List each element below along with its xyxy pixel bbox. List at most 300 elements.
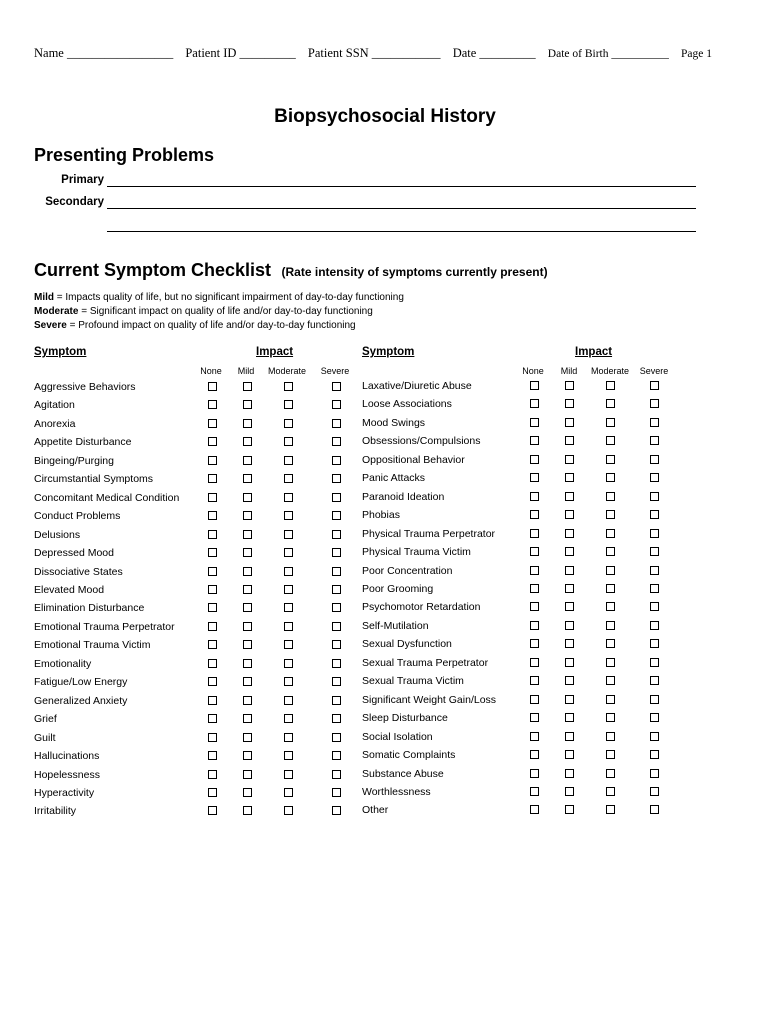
impact-none-checkbox[interactable] [208, 567, 217, 576]
impact-mild-checkbox[interactable] [243, 714, 252, 723]
impact-none-checkbox[interactable] [208, 659, 217, 668]
symptom-row [362, 491, 692, 509]
right-impact-header: Impact [575, 346, 613, 358]
impact-moderate-checkbox[interactable] [284, 400, 293, 409]
impact-severe-checkbox[interactable] [650, 713, 659, 722]
impact-severe-checkbox[interactable] [650, 455, 659, 464]
impact-none-checkbox[interactable] [530, 381, 539, 390]
impact-moderate-checkbox[interactable] [606, 750, 615, 759]
date-of-birth-field[interactable]: Date of Birth __________ [547, 48, 669, 60]
checklist-subtitle: (Rate intensity of symptoms currently present) [281, 265, 548, 279]
impact-severe-checkbox[interactable] [332, 456, 341, 465]
impact-mild-checkbox[interactable] [243, 511, 252, 520]
impact-moderate-checkbox[interactable] [606, 676, 615, 685]
impact-none-checkbox[interactable] [208, 622, 217, 631]
impact-none-checkbox[interactable] [530, 658, 539, 667]
symptom-row [34, 492, 364, 510]
impact-moderate-checkbox[interactable] [284, 733, 293, 742]
impact-mild-checkbox[interactable] [243, 437, 252, 446]
impact-none-checkbox[interactable] [208, 530, 217, 539]
impact-severe-checkbox[interactable] [650, 750, 659, 759]
level-moderate-left: Moderate [267, 366, 307, 376]
impact-none-checkbox[interactable] [530, 695, 539, 704]
impact-severe-checkbox[interactable] [650, 436, 659, 445]
impact-none-checkbox[interactable] [530, 713, 539, 722]
symptom-row [362, 509, 692, 527]
patient-id-field[interactable]: Patient ID _________ [185, 46, 296, 60]
additional-problem-row [34, 219, 674, 233]
impact-moderate-checkbox[interactable] [606, 436, 615, 445]
impact-severe-checkbox[interactable] [332, 806, 341, 815]
impact-moderate-checkbox[interactable] [284, 567, 293, 576]
impact-moderate-checkbox[interactable] [606, 584, 615, 593]
patient-ssn-field[interactable]: Patient SSN ___________ [307, 46, 441, 60]
impact-moderate-checkbox[interactable] [606, 399, 615, 408]
impact-moderate-checkbox[interactable] [606, 510, 615, 519]
symptom-label: Phobias [362, 509, 400, 522]
symptom-label: Self-Mutilation [362, 619, 429, 632]
impact-none-checkbox[interactable] [208, 677, 217, 686]
impact-severe-checkbox[interactable] [332, 640, 341, 649]
symptom-label: Sexual Dysfunction [362, 638, 452, 651]
symptom-row [34, 639, 364, 657]
impact-moderate-checkbox[interactable] [284, 714, 293, 723]
impact-none-checkbox[interactable] [530, 492, 539, 501]
impact-moderate-checkbox[interactable] [606, 621, 615, 630]
symptom-label: Emotional Trauma Perpetrator [34, 620, 175, 633]
impact-severe-checkbox[interactable] [650, 805, 659, 814]
primary-problem-input[interactable] [107, 186, 696, 187]
impact-mild-checkbox[interactable] [243, 603, 252, 612]
impact-mild-checkbox[interactable] [565, 750, 574, 759]
symptom-label: Substance Abuse [362, 767, 444, 780]
symptom-label: Elimination Disturbance [34, 602, 145, 615]
impact-severe-checkbox[interactable] [650, 510, 659, 519]
impact-none-checkbox[interactable] [208, 437, 217, 446]
symptom-row [34, 436, 364, 454]
impact-mild-checkbox[interactable] [565, 566, 574, 575]
symptom-label: Agitation [34, 399, 75, 412]
impact-moderate-checkbox[interactable] [284, 751, 293, 760]
symptom-row [362, 472, 692, 490]
symptom-label: Anorexia [34, 417, 76, 430]
impact-moderate-checkbox[interactable] [606, 805, 615, 814]
impact-severe-checkbox[interactable] [650, 399, 659, 408]
symptom-label: Physical Trauma Victim [362, 546, 471, 558]
secondary-label: Secondary [45, 196, 104, 208]
impact-severe-checkbox[interactable] [650, 529, 659, 538]
impact-severe-checkbox[interactable] [650, 566, 659, 575]
impact-mild-checkbox[interactable] [565, 621, 574, 630]
impact-mild-checkbox[interactable] [243, 567, 252, 576]
name-field[interactable]: Name _________________ [34, 46, 174, 60]
symptom-label: Somatic Complaints [362, 749, 456, 761]
impact-moderate-checkbox[interactable] [606, 492, 615, 501]
definition-term: Severe [34, 320, 67, 331]
date-field[interactable]: Date _________ [452, 46, 536, 60]
impact-severe-checkbox[interactable] [332, 622, 341, 631]
symptom-row [362, 768, 692, 786]
impact-mild-checkbox[interactable] [243, 622, 252, 631]
secondary-problem-row [34, 196, 674, 210]
impact-moderate-checkbox[interactable] [284, 640, 293, 649]
impact-none-checkbox[interactable] [530, 676, 539, 685]
symptom-label: Panic Attacks [362, 472, 426, 485]
impact-mild-checkbox[interactable] [565, 658, 574, 667]
primary-problem-row [34, 174, 674, 188]
impact-severe-checkbox[interactable] [332, 788, 341, 797]
symptom-label: Guilt [34, 731, 56, 744]
symptom-label: Circumstantial Symptoms [34, 473, 154, 486]
impact-mild-checkbox[interactable] [565, 676, 574, 685]
impact-mild-checkbox[interactable] [243, 419, 252, 428]
impact-none-checkbox[interactable] [208, 585, 217, 594]
symptom-row [34, 529, 364, 547]
impact-mild-checkbox[interactable] [243, 585, 252, 594]
symptom-label: Appetite Disturbance [34, 436, 132, 449]
impact-none-checkbox[interactable] [530, 436, 539, 445]
impact-none-checkbox[interactable] [208, 696, 217, 705]
impact-severe-checkbox[interactable] [332, 530, 341, 539]
impact-mild-checkbox[interactable] [565, 732, 574, 741]
symptom-row [362, 638, 692, 656]
impact-mild-checkbox[interactable] [243, 806, 252, 815]
level-severe-right: Severe [639, 366, 669, 376]
secondary-problem-input[interactable] [107, 208, 696, 209]
impact-mild-checkbox[interactable] [243, 677, 252, 686]
impact-none-checkbox[interactable] [208, 493, 217, 502]
level-moderate-right: Moderate [590, 366, 630, 376]
impact-severe-checkbox[interactable] [650, 732, 659, 741]
impact-none-checkbox[interactable] [208, 806, 217, 815]
impact-mild-checkbox[interactable] [565, 639, 574, 648]
impact-mild-checkbox[interactable] [565, 492, 574, 501]
impact-none-checkbox[interactable] [530, 787, 539, 796]
impact-mild-checkbox[interactable] [243, 659, 252, 668]
symptom-row [34, 769, 364, 787]
impact-none-checkbox[interactable] [530, 584, 539, 593]
impact-moderate-checkbox[interactable] [606, 695, 615, 704]
symptom-label: Bingeing/Purging [34, 454, 114, 467]
impact-moderate-checkbox[interactable] [606, 529, 615, 538]
symptom-row [362, 712, 692, 730]
impact-none-checkbox[interactable] [530, 547, 539, 556]
impact-moderate-checkbox[interactable] [606, 602, 615, 611]
impact-moderate-checkbox[interactable] [606, 381, 615, 390]
impact-mild-checkbox[interactable] [565, 769, 574, 778]
impact-none-checkbox[interactable] [208, 456, 217, 465]
impact-mild-checkbox[interactable] [243, 770, 252, 779]
impact-moderate-checkbox[interactable] [606, 566, 615, 575]
impact-severe-checkbox[interactable] [332, 659, 341, 668]
definition-text: = Impacts quality of life, but no significant impairment of day-to-day functioning [54, 292, 404, 303]
impact-none-checkbox[interactable] [208, 733, 217, 742]
symptom-row [362, 786, 692, 804]
impact-severe-checkbox[interactable] [332, 696, 341, 705]
impact-mild-checkbox[interactable] [243, 474, 252, 483]
impact-severe-checkbox[interactable] [650, 473, 659, 482]
impact-mild-checkbox[interactable] [565, 602, 574, 611]
symptom-row [362, 601, 692, 619]
impact-moderate-checkbox[interactable] [606, 732, 615, 741]
symptom-label: Delusions [34, 528, 81, 541]
impact-moderate-checkbox[interactable] [606, 787, 615, 796]
symptom-label: Hallucinations [34, 750, 100, 762]
impact-moderate-checkbox[interactable] [284, 419, 293, 428]
impact-none-checkbox[interactable] [530, 639, 539, 648]
impact-mild-checkbox[interactable] [565, 713, 574, 722]
impact-none-checkbox[interactable] [208, 511, 217, 520]
impact-severe-checkbox[interactable] [332, 382, 341, 391]
impact-none-checkbox[interactable] [530, 750, 539, 759]
impact-moderate-checkbox[interactable] [606, 473, 615, 482]
symptom-row [362, 694, 692, 712]
symptom-row [362, 417, 692, 435]
impact-mild-checkbox[interactable] [243, 530, 252, 539]
impact-mild-checkbox[interactable] [565, 529, 574, 538]
impact-moderate-checkbox[interactable] [284, 530, 293, 539]
impact-mild-checkbox[interactable] [243, 733, 252, 742]
impact-none-checkbox[interactable] [530, 473, 539, 482]
impact-severe-checkbox[interactable] [650, 547, 659, 556]
impact-none-checkbox[interactable] [530, 621, 539, 630]
impact-severe-checkbox[interactable] [332, 585, 341, 594]
symptom-row [362, 454, 692, 472]
impact-mild-checkbox[interactable] [565, 399, 574, 408]
impact-moderate-checkbox[interactable] [606, 658, 615, 667]
impact-none-checkbox[interactable] [208, 548, 217, 557]
symptom-label: Sexual Trauma Victim [362, 675, 464, 688]
symptom-label: Loose Associations [362, 398, 452, 411]
impact-severe-checkbox[interactable] [332, 437, 341, 446]
impact-moderate-checkbox[interactable] [284, 511, 293, 520]
symptom-label: Sleep Disturbance [362, 712, 448, 725]
definition-severe [34, 320, 356, 331]
impact-mild-checkbox[interactable] [243, 640, 252, 649]
impact-severe-checkbox[interactable] [650, 676, 659, 685]
impact-severe-checkbox[interactable] [332, 770, 341, 779]
impact-none-checkbox[interactable] [208, 603, 217, 612]
impact-mild-checkbox[interactable] [565, 805, 574, 814]
impact-mild-checkbox[interactable] [243, 696, 252, 705]
impact-severe-checkbox[interactable] [332, 603, 341, 612]
impact-none-checkbox[interactable] [208, 751, 217, 760]
impact-moderate-checkbox[interactable] [284, 603, 293, 612]
impact-severe-checkbox[interactable] [332, 474, 341, 483]
impact-moderate-checkbox[interactable] [284, 788, 293, 797]
symptom-row [362, 804, 692, 822]
symptom-label: Mood Swings [362, 416, 426, 429]
impact-none-checkbox[interactable] [530, 399, 539, 408]
impact-severe-checkbox[interactable] [650, 418, 659, 427]
level-none-left: None [200, 366, 222, 376]
impact-severe-checkbox[interactable] [332, 751, 341, 760]
left-symptom-header: Symptom [34, 346, 87, 358]
impact-mild-checkbox[interactable] [243, 493, 252, 502]
impact-moderate-checkbox[interactable] [606, 547, 615, 556]
symptom-label: Hyperactivity [34, 786, 95, 799]
impact-moderate-checkbox[interactable] [284, 474, 293, 483]
impact-mild-checkbox[interactable] [243, 456, 252, 465]
symptom-row [362, 546, 692, 564]
impact-none-checkbox[interactable] [208, 640, 217, 649]
impact-moderate-checkbox[interactable] [284, 548, 293, 557]
impact-none-checkbox[interactable] [208, 419, 217, 428]
impact-none-checkbox[interactable] [530, 566, 539, 575]
symptom-label: Significant Weight Gain/Loss [362, 693, 497, 706]
symptom-row [362, 583, 692, 601]
impact-mild-checkbox[interactable] [565, 418, 574, 427]
impact-mild-checkbox[interactable] [243, 788, 252, 797]
symptom-row [34, 602, 364, 620]
impact-moderate-checkbox[interactable] [284, 696, 293, 705]
impact-none-checkbox[interactable] [530, 510, 539, 519]
patient-header [34, 46, 734, 61]
impact-mild-checkbox[interactable] [565, 547, 574, 556]
impact-mild-checkbox[interactable] [243, 400, 252, 409]
symptom-row [34, 658, 364, 676]
impact-mild-checkbox[interactable] [565, 473, 574, 482]
checklist-title: Current Symptom Checklist [34, 260, 272, 280]
symptom-row [362, 657, 692, 675]
impact-moderate-checkbox[interactable] [284, 659, 293, 668]
impact-mild-checkbox[interactable] [565, 510, 574, 519]
symptom-row [34, 455, 364, 473]
impact-mild-checkbox[interactable] [243, 382, 252, 391]
symptom-label: Paranoid Ideation [362, 490, 445, 503]
symptom-label: Other [362, 804, 389, 817]
impact-moderate-checkbox[interactable] [606, 769, 615, 778]
impact-moderate-checkbox[interactable] [284, 677, 293, 686]
impact-none-checkbox[interactable] [208, 382, 217, 391]
impact-none-checkbox[interactable] [530, 418, 539, 427]
symptom-row [34, 473, 364, 491]
impact-moderate-checkbox[interactable] [284, 456, 293, 465]
impact-severe-checkbox[interactable] [332, 714, 341, 723]
symptom-row [362, 398, 692, 416]
additional-problem-input[interactable] [107, 231, 696, 232]
impact-none-checkbox[interactable] [208, 770, 217, 779]
impact-none-checkbox[interactable] [208, 788, 217, 797]
impact-severe-checkbox[interactable] [650, 621, 659, 630]
impact-severe-checkbox[interactable] [332, 419, 341, 428]
symptom-row [34, 713, 364, 731]
symptom-label: Grief [34, 713, 57, 726]
impact-none-checkbox[interactable] [530, 455, 539, 464]
impact-severe-checkbox[interactable] [332, 733, 341, 742]
impact-none-checkbox[interactable] [530, 805, 539, 814]
impact-severe-checkbox[interactable] [650, 695, 659, 704]
impact-moderate-checkbox[interactable] [284, 493, 293, 502]
symptom-label: Fatigue/Low Energy [34, 676, 128, 689]
impact-mild-checkbox[interactable] [565, 381, 574, 390]
right-symptom-header: Symptom [362, 346, 415, 358]
impact-none-checkbox[interactable] [530, 732, 539, 741]
definition-mild [34, 292, 404, 303]
impact-severe-checkbox[interactable] [332, 548, 341, 557]
primary-label: Primary [61, 174, 104, 186]
impact-moderate-checkbox[interactable] [284, 806, 293, 815]
impact-moderate-checkbox[interactable] [606, 713, 615, 722]
impact-none-checkbox[interactable] [208, 400, 217, 409]
symptom-row [362, 565, 692, 583]
symptom-row [34, 695, 364, 713]
symptom-row [34, 676, 364, 694]
checklist-heading [34, 260, 548, 281]
impact-severe-checkbox[interactable] [650, 658, 659, 667]
symptom-row [34, 787, 364, 805]
impact-mild-checkbox[interactable] [565, 455, 574, 464]
symptom-label: Worthlessness [362, 785, 431, 798]
impact-mild-checkbox[interactable] [243, 751, 252, 760]
level-none-right: None [522, 366, 544, 376]
symptom-row [362, 675, 692, 693]
symptom-label: Psychomotor Retardation [362, 601, 481, 614]
impact-severe-checkbox[interactable] [332, 400, 341, 409]
impact-moderate-checkbox[interactable] [284, 437, 293, 446]
impact-moderate-checkbox[interactable] [606, 455, 615, 464]
impact-none-checkbox[interactable] [208, 714, 217, 723]
symptom-row [362, 620, 692, 638]
impact-mild-checkbox[interactable] [565, 695, 574, 704]
impact-severe-checkbox[interactable] [650, 492, 659, 501]
symptom-row [34, 750, 364, 768]
impact-severe-checkbox[interactable] [332, 511, 341, 520]
impact-severe-checkbox[interactable] [650, 639, 659, 648]
impact-moderate-checkbox[interactable] [284, 770, 293, 779]
symptom-label: Emotionality [34, 657, 92, 670]
symptom-label: Elevated Mood [34, 584, 105, 596]
symptom-label: Generalized Anxiety [34, 694, 128, 707]
impact-none-checkbox[interactable] [530, 529, 539, 538]
symptom-row [34, 510, 364, 528]
impact-severe-checkbox[interactable] [650, 769, 659, 778]
impact-mild-checkbox[interactable] [243, 548, 252, 557]
left-impact-header: Impact [256, 346, 294, 358]
impact-severe-checkbox[interactable] [650, 787, 659, 796]
impact-severe-checkbox[interactable] [650, 602, 659, 611]
impact-severe-checkbox[interactable] [650, 381, 659, 390]
impact-severe-checkbox[interactable] [332, 493, 341, 502]
level-mild-right: Mild [560, 366, 578, 376]
symptom-row [34, 732, 364, 750]
impact-none-checkbox[interactable] [530, 602, 539, 611]
symptom-label: Poor Concentration [362, 564, 453, 577]
impact-moderate-checkbox[interactable] [606, 418, 615, 427]
symptom-label: Obsessions/Compulsions [362, 435, 481, 448]
impact-mild-checkbox[interactable] [565, 436, 574, 445]
impact-severe-checkbox[interactable] [332, 567, 341, 576]
impact-mild-checkbox[interactable] [565, 787, 574, 796]
impact-moderate-checkbox[interactable] [284, 622, 293, 631]
symptom-row [34, 418, 364, 436]
symptom-row [34, 805, 364, 823]
symptom-label: Hopelessness [34, 768, 100, 781]
impact-mild-checkbox[interactable] [565, 584, 574, 593]
impact-moderate-checkbox[interactable] [284, 382, 293, 391]
impact-none-checkbox[interactable] [208, 474, 217, 483]
definition-text: = Profound impact on quality of life and/or day-to-day functioning [66, 320, 356, 331]
symptom-row [34, 621, 364, 639]
symptom-row [34, 381, 364, 399]
symptom-label: Oppositional Behavior [362, 453, 465, 466]
impact-severe-checkbox[interactable] [650, 584, 659, 593]
impact-severe-checkbox[interactable] [332, 677, 341, 686]
impact-none-checkbox[interactable] [530, 769, 539, 778]
definition-term: Moderate [34, 306, 79, 317]
impact-moderate-checkbox[interactable] [606, 639, 615, 648]
impact-moderate-checkbox[interactable] [284, 585, 293, 594]
